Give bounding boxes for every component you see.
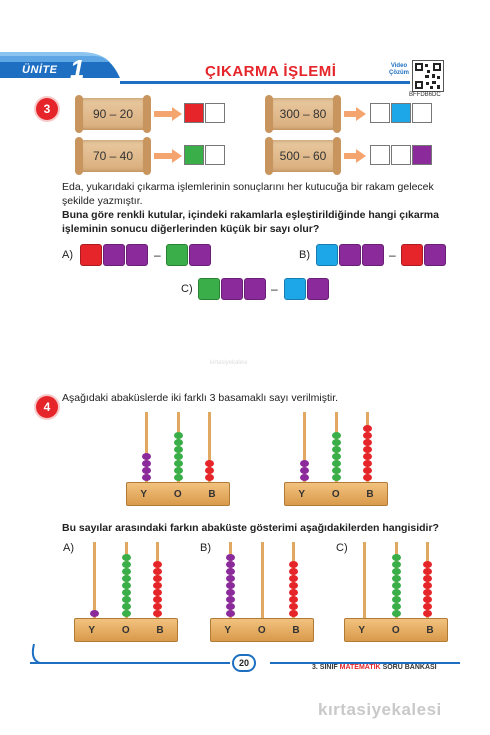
abacus-rod — [261, 542, 264, 622]
purple-box — [244, 278, 266, 300]
abacus-bead — [363, 446, 372, 453]
abacus-bead — [392, 596, 401, 603]
abacus-bead — [392, 582, 401, 589]
purple-box — [339, 244, 361, 266]
abacus-base — [74, 618, 178, 642]
empty-box — [391, 145, 411, 165]
abacus-letter: O — [173, 488, 182, 500]
minus-sign: – — [271, 282, 278, 296]
book-prefix: 3. SINIF — [312, 664, 338, 671]
unite-label: ÜNİTE — [22, 64, 58, 76]
abacus-letter: B — [156, 624, 164, 636]
abacus-bead — [122, 568, 131, 575]
abacus-bead — [363, 453, 372, 460]
question-4-prompt: Bu sayılar arasındaki farkın abaküste gösterimi aşağıdakilerden hangisidir? — [62, 522, 439, 534]
abacus-bead — [332, 474, 341, 481]
abacus-letter: Y — [358, 624, 366, 636]
page-title: ÇIKARMA İŞLEMİ — [205, 63, 337, 80]
abacus-letter: B — [426, 624, 434, 636]
purple-box — [103, 244, 125, 266]
answer-boxes-70-40 — [184, 145, 225, 165]
abacus-bead — [142, 467, 151, 474]
abacus-bead — [174, 439, 183, 446]
abacus-bead — [289, 561, 298, 568]
abacus-letter: B — [366, 488, 374, 500]
abacus-bead — [226, 561, 235, 568]
abacus-bead — [300, 474, 309, 481]
abacus-bead — [300, 460, 309, 467]
purple-box — [412, 145, 432, 165]
answer-boxes-300-80 — [370, 103, 432, 123]
blue-box — [316, 244, 338, 266]
abacus-letter: B — [208, 488, 216, 500]
abacus-bead — [289, 582, 298, 589]
empty-box — [205, 145, 225, 165]
abacus-given-2 — [284, 410, 388, 506]
abacus-bead — [423, 610, 432, 617]
question-3-number: 3 — [36, 98, 58, 120]
book-suffix: SORU BANKASI — [382, 664, 437, 671]
abacus-bead — [392, 589, 401, 596]
abacus-bead — [332, 439, 341, 446]
abacus-base — [344, 618, 448, 642]
abacus-letter: Y — [88, 624, 96, 636]
purple-box — [362, 244, 384, 266]
abacus-bead — [423, 561, 432, 568]
watermark-bottom: kırtasiyekalesi — [318, 700, 442, 719]
purple-box — [424, 244, 446, 266]
abacus-bead — [363, 467, 372, 474]
abacus-letter: Y — [298, 488, 306, 500]
abacus-bead — [289, 575, 298, 582]
option-c-label[interactable]: C) — [181, 283, 193, 295]
abacus-base — [284, 482, 388, 506]
purple-box — [189, 244, 211, 266]
abacus-bead — [174, 453, 183, 460]
abacus-bead — [90, 610, 99, 617]
abacus-letter: O — [121, 624, 130, 636]
abacus-bead — [392, 603, 401, 610]
abacus-bead — [226, 568, 235, 575]
abacus-letter: B — [292, 624, 300, 636]
abacus-bead — [226, 589, 235, 596]
abacus-bead — [289, 589, 298, 596]
option-a-boxes-right[interactable] — [166, 244, 211, 266]
abacus-bead — [174, 446, 183, 453]
abacus-bead — [289, 568, 298, 575]
abacus-bead — [153, 603, 162, 610]
question-4-number: 4 — [36, 396, 58, 418]
abacus-bead — [332, 467, 341, 474]
abacus-bead — [226, 554, 235, 561]
red-box — [184, 103, 204, 123]
abacus-bead — [300, 467, 309, 474]
abacus-bead — [174, 474, 183, 481]
abacus-bead — [153, 596, 162, 603]
abacus-bead — [153, 568, 162, 575]
abacus-option-a[interactable] — [74, 540, 178, 642]
abacus-bead — [226, 603, 235, 610]
abacus-bead — [142, 453, 151, 460]
expression-card-300-80: 300 – 80 — [270, 98, 336, 130]
abacus-bead — [226, 596, 235, 603]
abacus-bead — [392, 554, 401, 561]
abacus-bead — [153, 589, 162, 596]
blue-box — [391, 103, 411, 123]
abacus-letter: O — [257, 624, 266, 636]
purple-box — [221, 278, 243, 300]
red-box — [80, 244, 102, 266]
abacus-bead — [392, 575, 401, 582]
abacus-bead — [174, 432, 183, 439]
footer-rule-left — [30, 662, 230, 664]
arrow-icon — [356, 149, 366, 163]
header-rule — [120, 81, 410, 84]
abacus-bead — [363, 439, 372, 446]
abacus-bead — [122, 561, 131, 568]
abacus-bead — [332, 453, 341, 460]
abacus-bead — [153, 561, 162, 568]
abacus-bead — [153, 575, 162, 582]
abacus-bead — [423, 596, 432, 603]
abacus-bead — [226, 575, 235, 582]
abacus-option-b[interactable] — [210, 540, 314, 642]
arrow-shaft — [154, 153, 174, 159]
purple-box — [307, 278, 329, 300]
abacus-bead — [122, 582, 131, 589]
abacus-bead — [332, 460, 341, 467]
abacus-bead — [423, 589, 432, 596]
abacus-given-1 — [126, 410, 230, 506]
abacus-option-b-label[interactable]: B) — [200, 542, 211, 554]
arrow-icon — [356, 107, 366, 121]
empty-box — [370, 145, 390, 165]
abacus-letter: O — [391, 624, 400, 636]
abacus-bead — [153, 610, 162, 617]
abacus-bead — [122, 603, 131, 610]
abacus-rod — [363, 542, 366, 622]
abacus-bead — [122, 596, 131, 603]
green-box — [198, 278, 220, 300]
answer-boxes-500-60 — [370, 145, 432, 165]
arrow-shaft — [154, 111, 174, 117]
video-solution-label[interactable]: Video Çözüm — [389, 63, 409, 76]
abacus-bead — [423, 575, 432, 582]
red-box — [401, 244, 423, 266]
abacus-bead — [289, 603, 298, 610]
question-3-intro: Eda, yukarıdaki çıkarma işlemlerinin sonuçlarını her kutucuğa bir rakam gelecek şekilde yazmıştır. — [62, 181, 434, 207]
green-box — [166, 244, 188, 266]
abacus-bead — [122, 589, 131, 596]
abacus-option-a-label[interactable]: A) — [63, 542, 74, 554]
abacus-bead — [122, 575, 131, 582]
abacus-bead — [332, 432, 341, 439]
option-c-boxes-left[interactable] — [198, 278, 266, 300]
abacus-bead — [289, 596, 298, 603]
book-title — [312, 664, 437, 671]
abacus-bead — [289, 610, 298, 617]
watermark-middle: kirtasiyekalesi — [210, 360, 248, 366]
abacus-bead — [205, 467, 214, 474]
abacus-option-c[interactable] — [344, 540, 448, 642]
minus-sign: – — [389, 248, 396, 262]
abacus-bead — [122, 554, 131, 561]
option-a-label[interactable]: A) — [62, 249, 73, 261]
arrow-icon — [172, 149, 182, 163]
abacus-bead — [174, 467, 183, 474]
abacus-letter: O — [331, 488, 340, 500]
abacus-bead — [363, 474, 372, 481]
question-3-prompt: Buna göre renkli kutular, içindeki rakamlarla eşleştirildiğinde hangi çıkarma işleminin sonucu diğerlerinden küçük bir sayı olur? — [62, 209, 439, 235]
abacus-option-c-label[interactable]: C) — [336, 542, 348, 554]
question-4-intro: Aşağıdaki abaküslerde iki farklı 3 basamaklı sayı verilmiştir. — [62, 392, 339, 404]
abacus-bead — [423, 568, 432, 575]
abacus-bead — [122, 610, 131, 617]
option-b-label[interactable]: B) — [299, 249, 310, 261]
abacus-bead — [142, 474, 151, 481]
abacus-bead — [392, 561, 401, 568]
abacus-bead — [392, 610, 401, 617]
expression-card-90-20: 90 – 20 — [80, 98, 146, 130]
empty-box — [205, 103, 225, 123]
abacus-bead — [142, 460, 151, 467]
blue-box — [284, 278, 306, 300]
green-box — [184, 145, 204, 165]
abacus-bead — [226, 610, 235, 617]
abacus-bead — [205, 474, 214, 481]
unite-tab-shape — [0, 52, 120, 84]
arrow-icon — [172, 107, 182, 121]
option-a-boxes-left[interactable] — [80, 244, 148, 266]
abacus-bead — [363, 432, 372, 439]
abacus-bead — [392, 568, 401, 575]
abacus-bead — [174, 460, 183, 467]
expression-card-70-40: 70 – 40 — [80, 140, 146, 172]
abacus-bead — [363, 425, 372, 432]
abacus-bead — [363, 460, 372, 467]
purple-box — [126, 244, 148, 266]
abacus-bead — [423, 603, 432, 610]
abacus-bead — [205, 460, 214, 467]
option-b-boxes-left[interactable] — [316, 244, 384, 266]
qr-code-icon[interactable] — [412, 60, 444, 92]
option-c-boxes-right[interactable] — [284, 278, 329, 300]
unite-number: 1 — [70, 54, 85, 84]
abacus-bead — [423, 582, 432, 589]
page-number: 20 — [232, 654, 256, 672]
abacus-base — [210, 618, 314, 642]
qr-code-text: BFFDB6DC — [409, 92, 441, 98]
abacus-base — [126, 482, 230, 506]
abacus-bead — [332, 446, 341, 453]
abacus-bead — [226, 582, 235, 589]
abacus-bead — [153, 582, 162, 589]
empty-box — [370, 103, 390, 123]
minus-sign: – — [154, 248, 161, 262]
abacus-letter: Y — [140, 488, 148, 500]
option-b-boxes-right[interactable] — [401, 244, 446, 266]
expression-card-500-60: 500 – 60 — [270, 140, 336, 172]
book-subject: MATEMATİK — [339, 664, 381, 671]
answer-boxes-90-20 — [184, 103, 225, 123]
abacus-letter: Y — [224, 624, 232, 636]
empty-box — [412, 103, 432, 123]
